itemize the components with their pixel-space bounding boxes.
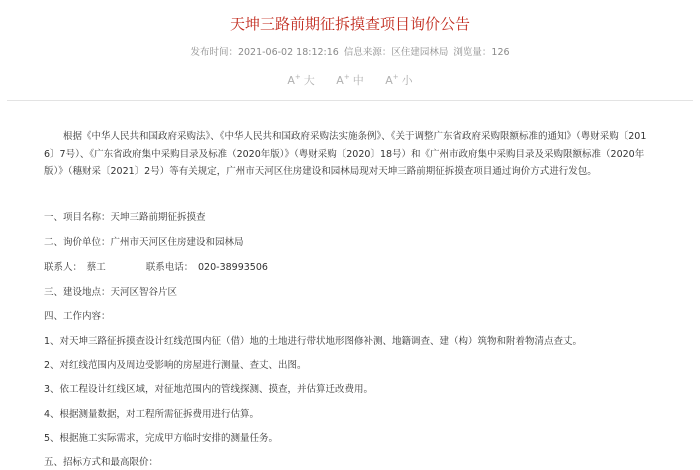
work-item-1: 1、对天坤三路征拆摸查设计红线范围内征（借）地的土地进行带状地形图修补测、地籍调查、建（构）筑物和附着物清点查丈。	[44, 336, 583, 347]
font-size-small-button[interactable]	[385, 72, 412, 88]
font-size-controls	[0, 72, 700, 88]
article-body	[44, 128, 656, 181]
inquiry-unit-line: 二、询价单位：广州市天河区住房建设和园林局	[44, 237, 244, 248]
font-size-large-label: 大	[303, 74, 315, 87]
contact-phone: 联系电话： 020-38993506	[145, 262, 268, 273]
font-size-medium-button[interactable]	[336, 72, 363, 88]
work-item-3: 3、依工程设计红线区域，对征地范围内的管线探测、摸查，并估算迁改费用。	[44, 384, 374, 395]
plus-icon: +	[392, 73, 399, 81]
article-title: 天坤三路前期征拆摸查项目询价公告	[229, 15, 470, 33]
project-name-line: 一、项目名称：天坤三路前期征拆摸查	[44, 212, 206, 223]
intro-paragraph: 根据《中华人民共和国政府采购法》、《中华人民共和国政府采购法实施条例》、《关于调整广东省政府采购限额标准的通知》（粤财采购〔2016〕7号）、《广东省政府集中采购目录及标准（2020年版）》（粤财采购〔2020〕18号）和《广州市政府集中采购目录及采购限额标准（2020年版）》（穗财采〔2021〕2号）等有关规定，广州市天河区住房建设和园林局现对天坤三路前期征拆摸查项目通过询价方式进行发包。	[44, 131, 647, 177]
work-item-2: 2、对红线范围内及周边受影响的房屋进行测量、查丈、出图。	[44, 360, 307, 371]
font-size-large-button[interactable]	[287, 72, 314, 88]
font-size-medium-label: 中	[352, 74, 364, 87]
work-item-5: 5、根据施工实际需求，完成甲方临时安排的测量任务。	[44, 433, 279, 444]
view-count: 浏览量：126	[453, 47, 510, 58]
font-glyph: A	[287, 74, 295, 87]
plus-icon: +	[343, 73, 350, 81]
font-glyph: A	[336, 74, 344, 87]
plus-icon: +	[294, 73, 301, 81]
bidding-heading: 五、招标方式和最高限价：	[44, 457, 159, 468]
info-source: 信息来源：区住建园林局	[343, 47, 449, 58]
font-size-small-label: 小	[401, 74, 413, 87]
contact-line	[44, 261, 268, 275]
contact-person: 联系人： 蔡工	[44, 262, 106, 273]
publish-time: 发布时间：2021-06-02 18:12:16	[190, 47, 339, 58]
work-content-heading: 四、工作内容：	[44, 311, 111, 322]
header-divider	[7, 100, 693, 101]
article-meta	[0, 46, 700, 60]
font-glyph: A	[385, 74, 393, 87]
work-item-4: 4、根据测量数据，对工程所需征拆费用进行估算。	[44, 409, 260, 420]
location-line: 三、建设地点：天河区智谷片区	[44, 287, 178, 298]
